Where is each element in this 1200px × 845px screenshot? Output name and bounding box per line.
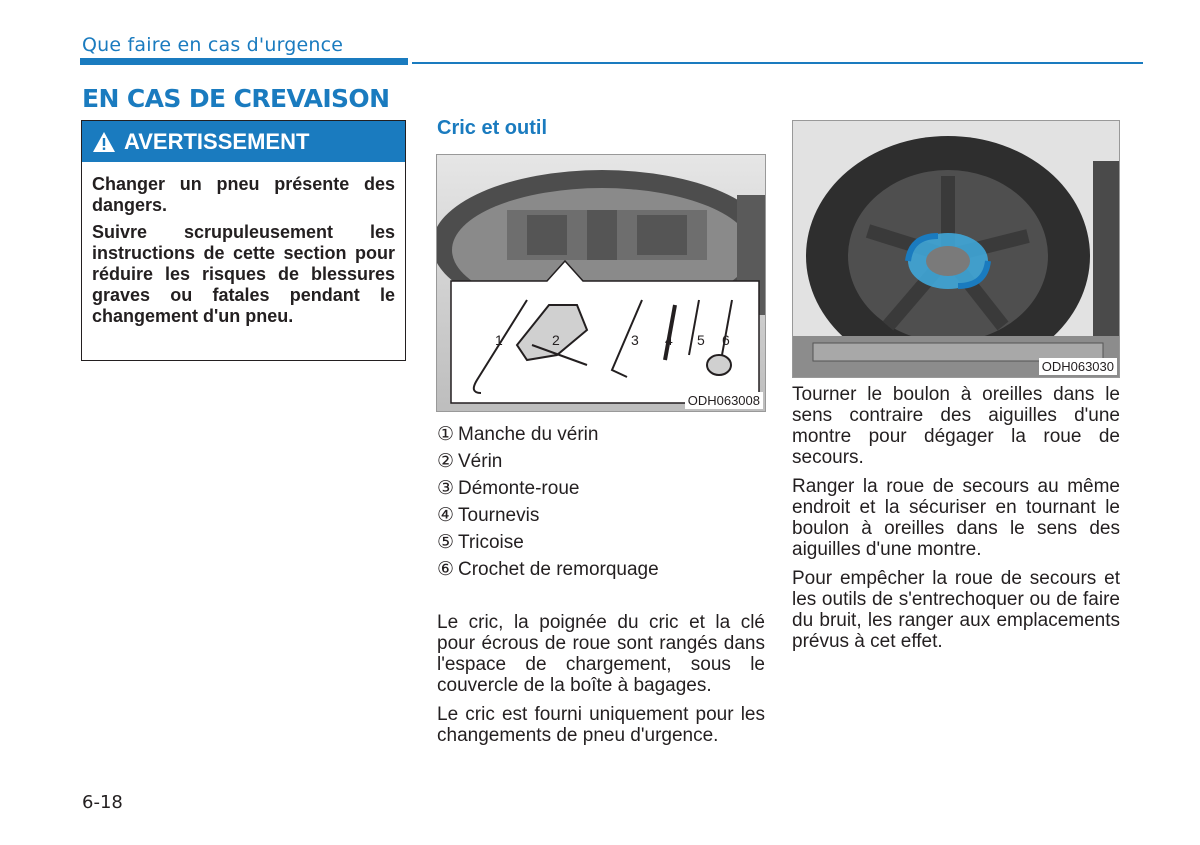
item-number: ③ <box>437 478 455 499</box>
spare-wheel-illustration <box>793 121 1120 378</box>
item-number: ⑥ <box>437 559 455 580</box>
body-paragraph: Pour empêcher la roue de secours et les outils de s'entrechoquer ou de faire du bruit, les ranger aux emplacements prévus à cet effet. <box>792 568 1120 652</box>
trunk-tools-illustration <box>437 155 766 412</box>
warning-heading: AVERTISSEMENT <box>124 128 310 154</box>
callout-3: 3 <box>631 332 639 348</box>
warning-header <box>82 121 405 162</box>
warning-paragraph: Suivre scrupuleusement les instructions de cette section pour réduire les risques de blessures graves ou fatales pendant le changement d'un pneu. <box>92 222 395 326</box>
callout-2: 2 <box>552 332 560 348</box>
list-item <box>437 529 767 556</box>
list-item <box>437 421 767 448</box>
figure-code: ODH063008 <box>685 392 763 409</box>
jack-text <box>437 612 765 754</box>
body-paragraph: Le cric, la poignée du cric et la clé pour écrous de roue sont rangés dans l'espace de chargement, sous le couvercle de la boîte à bagages. <box>437 612 765 696</box>
tool-list <box>437 421 767 583</box>
item-number: ① <box>437 424 455 445</box>
callout-6: 6 <box>722 332 730 348</box>
section-label: Que faire en cas d'urgence <box>82 34 344 56</box>
warning-triangle-icon <box>92 131 116 153</box>
header-rule-thick <box>80 58 408 65</box>
figure-code: ODH063030 <box>1039 358 1117 375</box>
item-label: Manche du vérin <box>458 424 599 445</box>
body-paragraph: Le cric est fourni uniquement pour les changements de pneu d'urgence. <box>437 704 765 746</box>
list-item <box>437 502 767 529</box>
list-item <box>437 556 767 583</box>
callout-4: 4 <box>665 332 673 348</box>
header-rule-thin <box>412 62 1143 64</box>
list-item <box>437 475 767 502</box>
page-title: EN CAS DE CREVAISON <box>82 84 390 113</box>
page-number: 6-18 <box>82 792 123 813</box>
item-number: ⑤ <box>437 532 455 553</box>
jack-section-title: Cric et outil <box>437 117 548 139</box>
item-label: Démonte-roue <box>458 478 580 499</box>
warning-paragraph: Changer un pneu présente des dangers. <box>92 174 395 215</box>
warning-box <box>81 120 406 361</box>
body-paragraph: Ranger la roue de secours au même endroit et la sécuriser en tournant le boulon à oreilles dans le sens des aiguilles d'une montre. <box>792 476 1120 560</box>
item-label: Tournevis <box>458 505 540 526</box>
body-paragraph: Tourner le boulon à oreilles dans le sens contraire des aiguilles d'une montre pour dégager la roue de secours. <box>792 384 1120 468</box>
item-label: Crochet de remorquage <box>458 559 659 580</box>
jack-tools-figure <box>436 154 766 412</box>
item-number: ② <box>437 451 455 472</box>
item-label: Vérin <box>458 451 503 472</box>
item-number: ④ <box>437 505 455 526</box>
callout-1: 1 <box>495 332 503 348</box>
list-item <box>437 448 767 475</box>
spare-wheel-figure <box>792 120 1120 378</box>
callout-5: 5 <box>697 332 705 348</box>
warning-body <box>82 162 405 327</box>
item-label: Tricoise <box>458 532 524 553</box>
spare-text <box>792 384 1120 660</box>
